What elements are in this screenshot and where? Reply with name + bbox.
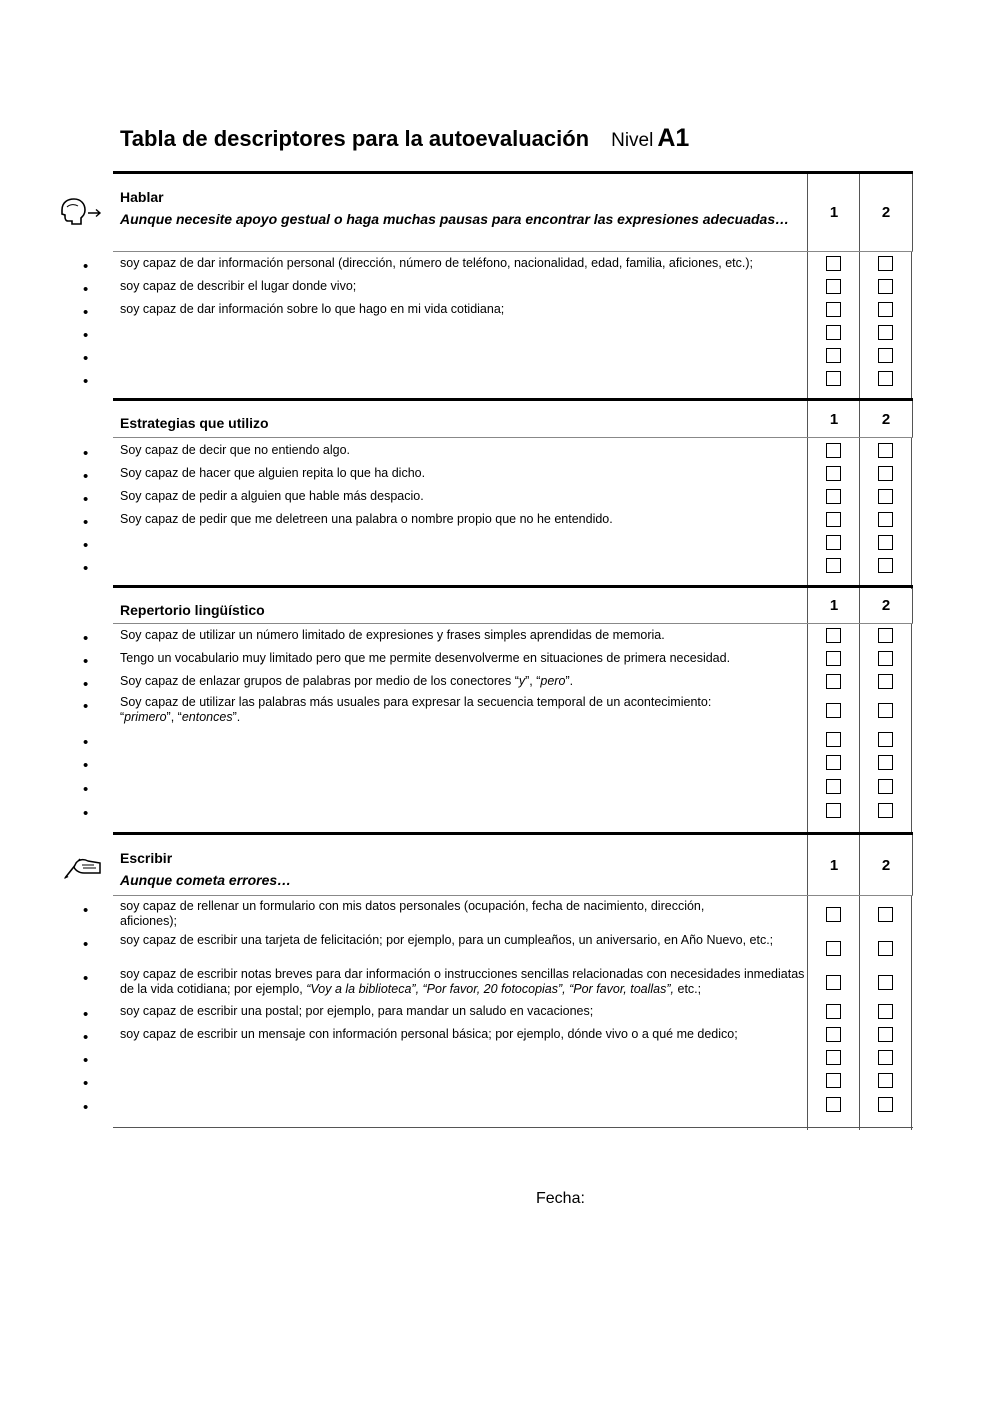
section-title: Hablar <box>120 189 164 205</box>
list-item: • <box>113 779 913 795</box>
list-item: • <box>113 732 913 748</box>
item-text: soy capaz de escribir una postal; por ejemplo, para mandar un saludo en vacaciones; <box>120 1004 594 1018</box>
checkbox-level-1[interactable] <box>826 732 841 747</box>
checkbox-level-1[interactable] <box>826 443 841 458</box>
list-item: • soy capaz de escribir una postal; por ejemplo, para mandar un saludo en vacaciones; <box>113 1004 913 1020</box>
checkbox-level-2[interactable] <box>878 256 893 271</box>
list-item: • Soy capaz de decir que no entiendo algo. <box>113 443 913 459</box>
page-title <box>120 124 689 155</box>
list-item: • <box>113 348 913 364</box>
checkbox-level-1[interactable] <box>826 628 841 643</box>
list-item: • <box>113 535 913 551</box>
checkbox-level-2[interactable] <box>878 466 893 481</box>
column-header-2: 2 <box>859 588 913 623</box>
checkbox-level-1[interactable] <box>826 703 841 718</box>
list-item: • Soy capaz de hacer que alguien repita lo que ha dicho. <box>113 466 913 482</box>
list-item: • soy capaz de escribir un mensaje con información personal básica; por ejemplo, dónde vivo o a qué me dedico; <box>113 1027 913 1043</box>
list-item: • Soy capaz de enlazar grupos de palabras por medio de los conectores “y”, “pero”. <box>113 674 913 690</box>
level-label: Nivel <box>611 130 654 151</box>
writing-hand-icon <box>62 851 104 881</box>
checkbox-level-2[interactable] <box>878 279 893 294</box>
table-bottom-border <box>113 1127 913 1128</box>
checkbox-level-2[interactable] <box>878 489 893 504</box>
checkbox-level-2[interactable] <box>878 907 893 922</box>
checkbox-level-1[interactable] <box>826 535 841 550</box>
checkbox-level-2[interactable] <box>878 674 893 689</box>
checkbox-level-1[interactable] <box>826 674 841 689</box>
column-header-2: 2 <box>859 401 913 437</box>
list-item: • soy capaz de dar información sobre lo que hago en mi vida cotidiana; <box>113 302 913 318</box>
checkbox-level-1[interactable] <box>826 1097 841 1112</box>
checkbox-level-2[interactable] <box>878 512 893 527</box>
list-item: • soy capaz de escribir notas breves para dar información o instrucciones sencillas relacionadas con necesidades inmediatas de la vida cotidiana; por ejemplo, “Voy a la biblioteca”, “Por favor, 20 fotocopias”, “Por favor, toallas”, etc.; <box>113 967 913 997</box>
list-item: • Soy capaz de pedir a alguien que hable más despacio. <box>113 489 913 505</box>
checkbox-level-1[interactable] <box>826 256 841 271</box>
title-text: Tabla de descriptores para la autoevaluación <box>120 126 590 151</box>
section-repertorio <box>83 585 913 835</box>
date-label: Fecha: <box>536 1190 585 1207</box>
checkbox-level-2[interactable] <box>878 371 893 386</box>
checkbox-level-2[interactable] <box>878 1097 893 1112</box>
checkbox-level-2[interactable] <box>878 803 893 818</box>
checkbox-level-2[interactable] <box>878 975 893 990</box>
checkbox-level-1[interactable] <box>826 975 841 990</box>
list-item: • Soy capaz de utilizar las palabras más usuales para expresar la secuencia temporal de un acontecimiento: “primero”, “entonces”. <box>113 695 913 727</box>
checkbox-level-1[interactable] <box>826 651 841 666</box>
checkbox-level-1[interactable] <box>826 1027 841 1042</box>
list-item: • soy capaz de describir el lugar donde vivo; <box>113 279 913 295</box>
checkbox-level-1[interactable] <box>826 907 841 922</box>
list-item: • <box>113 325 913 341</box>
checkbox-level-1[interactable] <box>826 348 841 363</box>
item-text: soy capaz de rellenar un formulario con mis datos personales (ocupación, fecha de nacimiento, dirección, aficiones); <box>120 899 705 928</box>
checkbox-level-1[interactable] <box>826 941 841 956</box>
section-hablar <box>83 171 913 399</box>
list-item: • <box>113 1050 913 1066</box>
item-text: Soy capaz de hacer que alguien repita lo que ha dicho. <box>120 466 426 480</box>
item-text: soy capaz de describir el lugar donde vivo; <box>120 279 357 293</box>
section-header <box>113 401 913 438</box>
checkbox-level-2[interactable] <box>878 1050 893 1065</box>
section-estrategias <box>83 398 913 589</box>
checkbox-level-1[interactable] <box>826 325 841 340</box>
list-item: • <box>113 558 913 574</box>
section-header <box>113 835 913 896</box>
item-text: soy capaz de dar información personal (dirección, número de teléfono, nacionalidad, edad, familia, aficiones, etc.); <box>120 256 753 270</box>
item-text: soy capaz de escribir un mensaje con información personal básica; por ejemplo, dónde vivo o a qué me dedico; <box>120 1027 738 1041</box>
speaking-head-icon <box>58 197 104 229</box>
checkbox-level-1[interactable] <box>826 466 841 481</box>
checkbox-level-1[interactable] <box>826 371 841 386</box>
checkbox-level-2[interactable] <box>878 1073 893 1088</box>
checkbox-level-2[interactable] <box>878 941 893 956</box>
column-header-1: 1 <box>807 401 860 437</box>
checkbox-level-1[interactable] <box>826 512 841 527</box>
checkbox-level-1[interactable] <box>826 302 841 317</box>
column-header-2: 2 <box>859 835 913 895</box>
item-text: Soy capaz de enlazar grupos de palabras por medio de los conectores “y”, “pero”. <box>120 674 574 688</box>
item-text: Soy capaz de pedir que me deletreen una palabra o nombre propio que no he entendido. <box>120 512 613 526</box>
checkbox-level-2[interactable] <box>878 755 893 770</box>
checkbox-level-2[interactable] <box>878 779 893 794</box>
column-header-1: 1 <box>807 835 860 895</box>
section-subtitle: Aunque cometa errores… <box>120 872 292 888</box>
item-text: soy capaz de dar información sobre lo que hago en mi vida cotidiana; <box>120 302 505 316</box>
checkbox-level-1[interactable] <box>826 803 841 818</box>
checkbox-level-1[interactable] <box>826 1004 841 1019</box>
checkbox-level-2[interactable] <box>878 302 893 317</box>
checkbox-level-2[interactable] <box>878 1027 893 1042</box>
checkbox-level-1[interactable] <box>826 1050 841 1065</box>
section-header <box>113 588 913 624</box>
level-code: A1 <box>657 124 690 152</box>
list-item: • <box>113 803 913 819</box>
list-item: • <box>113 755 913 771</box>
list-item: • <box>113 371 913 387</box>
checkbox-level-2[interactable] <box>878 443 893 458</box>
checkbox-level-2[interactable] <box>878 558 893 573</box>
item-text: Soy capaz de pedir a alguien que hable más despacio. <box>120 489 424 503</box>
checkbox-level-1[interactable] <box>826 755 841 770</box>
list-item: • soy capaz de dar información personal (dirección, número de teléfono, nacionalidad, edad, familia, aficiones, etc.); <box>113 256 913 272</box>
list-item: • <box>113 1073 913 1089</box>
list-item: • Soy capaz de utilizar un número limitado de expresiones y frases simples aprendidas de memoria. <box>113 628 913 644</box>
checkbox-level-2[interactable] <box>878 1004 893 1019</box>
checkbox-level-1[interactable] <box>826 279 841 294</box>
checkbox-level-2[interactable] <box>878 535 893 550</box>
item-text: Soy capaz de decir que no entiendo algo. <box>120 443 351 457</box>
checkbox-level-2[interactable] <box>878 651 893 666</box>
column-header-1: 1 <box>807 174 860 251</box>
checkbox-level-1[interactable] <box>826 489 841 504</box>
item-text: Soy capaz de utilizar un número limitado de expresiones y frases simples aprendidas de memoria. <box>120 628 665 642</box>
list-item: • Soy capaz de pedir que me deletreen una palabra o nombre propio que no he entendido. <box>113 512 913 528</box>
checkbox-level-1[interactable] <box>826 1073 841 1088</box>
item-text: Soy capaz de utilizar las palabras más usuales para expresar la secuencia temporal de un acontecimiento: “primero”, “entonces”. <box>120 695 712 724</box>
item-text: soy capaz de escribir una tarjeta de felicitación; por ejemplo, para un cumpleaños, un aniversario, en Año Nuevo, etc.; <box>120 933 774 947</box>
checkbox-level-2[interactable] <box>878 628 893 643</box>
checkbox-level-2[interactable] <box>878 325 893 340</box>
checkbox-level-2[interactable] <box>878 732 893 747</box>
section-header <box>113 174 913 252</box>
item-text: Tengo un vocabulario muy limitado pero que me permite desenvolverme en situaciones de primera necesidad. <box>120 651 731 665</box>
section-title: Estrategias que utilizo <box>120 415 269 431</box>
list-item: • <box>113 1097 913 1113</box>
section-title: Repertorio lingüístico <box>120 602 265 618</box>
column-header-2: 2 <box>859 174 913 251</box>
section-escribir <box>83 832 913 1130</box>
item-text: soy capaz de escribir notas breves para dar información o instrucciones sencillas relacionadas con necesidades inmediatas de la vida cotidiana; por ejemplo, “Voy a la biblioteca”, “Por favor, 20 fotocopias”, “Por favor, toallas”, etc.; <box>120 967 805 996</box>
section-subtitle: Aunque necesite apoyo gestual o haga muchas pausas para encontrar las expresiones adecuadas… <box>120 211 790 227</box>
checkbox-level-2[interactable] <box>878 348 893 363</box>
checkbox-level-1[interactable] <box>826 558 841 573</box>
checkbox-level-2[interactable] <box>878 703 893 718</box>
column-header-1: 1 <box>807 588 860 623</box>
list-item: • Tengo un vocabulario muy limitado pero que me permite desenvolverme en situaciones de primera necesidad. <box>113 651 913 667</box>
list-item: • soy capaz de rellenar un formulario con mis datos personales (ocupación, fecha de nacimiento, dirección, aficiones); <box>113 899 913 929</box>
section-title: Escribir <box>120 850 173 866</box>
checkbox-level-1[interactable] <box>826 779 841 794</box>
list-item: • soy capaz de escribir una tarjeta de felicitación; por ejemplo, para un cumpleaños, un aniversario, en Año Nuevo, etc.; <box>113 933 913 963</box>
